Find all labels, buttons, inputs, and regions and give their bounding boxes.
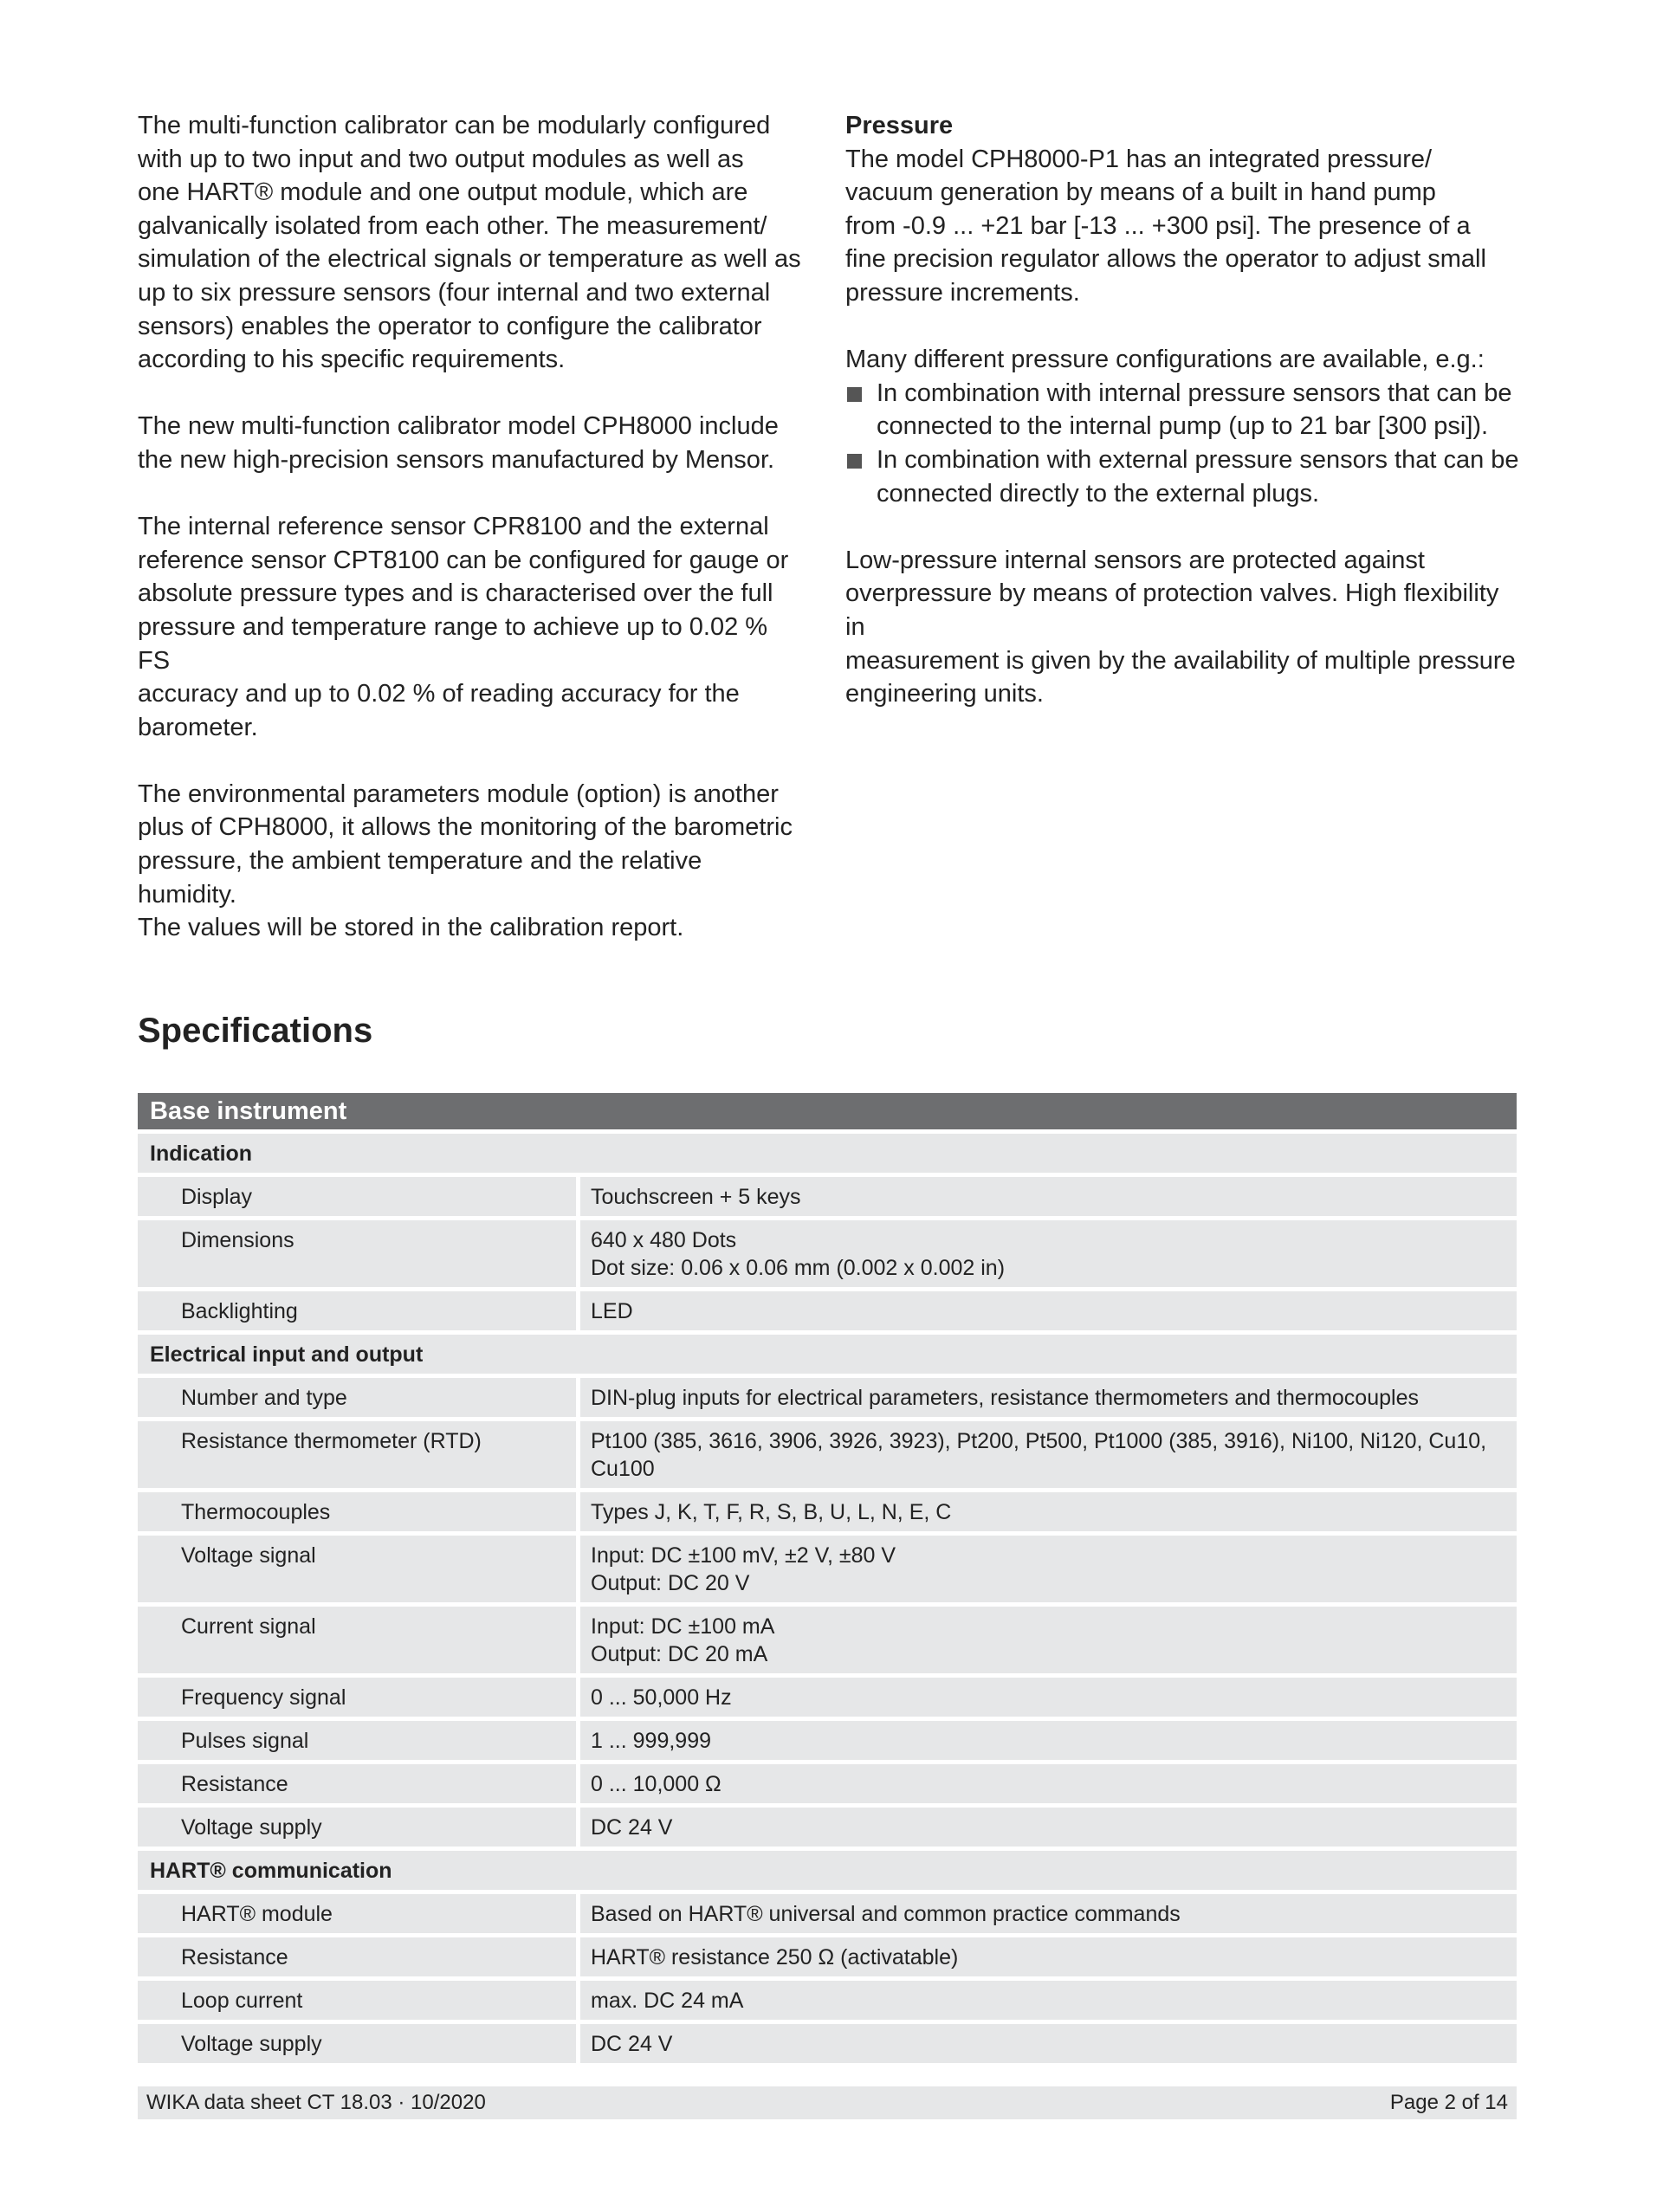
spec-value: 640 x 480 Dots Dot size: 0.06 x 0.06 mm (0.002 x 0.002 in): [580, 1220, 1517, 1291]
table-row: [138, 1764, 1517, 1808]
table-row: [138, 1378, 1517, 1421]
spec-value: HART® resistance 250 Ω (activatable): [580, 1937, 1517, 1981]
table-row: [138, 1937, 1517, 1981]
spec-label: Resistance thermometer (RTD): [138, 1421, 580, 1492]
spec-value: DC 24 V: [580, 1808, 1517, 1851]
spec-label: Resistance: [138, 1764, 580, 1808]
spec-value: LED: [580, 1291, 1517, 1335]
bullet-square-icon: [847, 387, 862, 402]
spec-label: Backlighting: [138, 1291, 580, 1335]
table-row: [138, 1721, 1517, 1764]
spec-label: Number and type: [138, 1378, 580, 1421]
table-row: [138, 1536, 1517, 1607]
spec-label: HART® module: [138, 1894, 580, 1937]
table-row: [138, 1177, 1517, 1220]
spec-value: 0 ... 50,000 Hz: [580, 1678, 1517, 1721]
reference-sensor-paragraph: The internal reference sensor CPR8100 and the external reference sensor CPT8100 can be configured for gauge or absolute pressure types and is characterised over the full pressure and temperature range to achieve up to 0.02 % FS accuracy and up to 0.02 % of reading accuracy for the barometer.: [138, 513, 789, 741]
spec-label: Voltage supply: [138, 2024, 580, 2067]
pressure-heading: Pressure: [845, 112, 954, 139]
right-column: [845, 109, 1521, 744]
specifications-table: [138, 1093, 1517, 2067]
spec-value: DC 24 V: [580, 2024, 1517, 2067]
pressure-paragraph: The model CPH8000-P1 has an integrated pressure/ vacuum generation by means of a built in hand pump from -0.9 ... +21 bar [-13 ... +300 psi]. The presence of a fine precision regulator allows the operator to adjust small pressure increments.: [845, 145, 1486, 307]
spec-value: Types J, K, T, F, R, S, B, U, L, N, E, C: [580, 1492, 1517, 1536]
table-row: [138, 1981, 1517, 2024]
table-row: [138, 2024, 1517, 2067]
spec-label: Resistance: [138, 1937, 580, 1981]
group-row: [138, 1851, 1517, 1894]
spec-value: Pt100 (385, 3616, 3906, 3926, 3923), Pt200, Pt500, Pt1000 (385, 3916), Ni100, Ni120, Cu10, Cu100: [580, 1421, 1517, 1492]
spec-label: Dimensions: [138, 1220, 580, 1291]
mensor-sensors-paragraph: The new multi-function calibrator model CPH8000 include the new high-precision sensors manufactured by Mensor.: [138, 412, 779, 474]
table-row: [138, 1291, 1517, 1335]
group-header: Indication: [138, 1134, 1517, 1177]
list-item: In combination with internal pressure sensors that can be connected to the internal pump (up to 21 bar [300 psi]).: [845, 377, 1521, 443]
group-header: Electrical input and output: [138, 1335, 1517, 1378]
group-header: HART® communication: [138, 1851, 1517, 1894]
spec-label: Frequency signal: [138, 1678, 580, 1721]
spec-value: Touchscreen + 5 keys: [580, 1177, 1517, 1220]
spec-value: max. DC 24 mA: [580, 1981, 1517, 2024]
specifications-title: Specifications: [138, 1012, 373, 1050]
spec-label: Loop current: [138, 1981, 580, 2024]
spec-value: Input: DC ±100 mA Output: DC 20 mA: [580, 1607, 1517, 1678]
spec-label: Current signal: [138, 1607, 580, 1678]
configurations-intro: Many different pressure configurations are available, e.g.:: [845, 346, 1485, 374]
spec-label: Voltage supply: [138, 1808, 580, 1851]
bullet-square-icon: [847, 454, 862, 469]
page-number: Page 2 of 14: [1389, 2091, 1508, 2114]
table-row: [138, 1607, 1517, 1678]
table-row: [138, 1421, 1517, 1492]
datasheet-reference: WIKA data sheet CT 18.03 · 10/2020: [146, 2091, 486, 2114]
spec-value: 0 ... 10,000 Ω: [580, 1764, 1517, 1808]
protection-valves-paragraph: Low-pressure internal sensors are protected against overpressure by means of protection valves. High flexibility in measurement is given by the availability of multiple pressure engineering units.: [845, 546, 1516, 708]
spec-value: DIN-plug inputs for electrical parameters, resistance thermometers and thermocouples: [580, 1378, 1517, 1421]
configurations-list: [845, 377, 1521, 510]
section-header-row: [138, 1093, 1517, 1134]
group-row: [138, 1335, 1517, 1378]
section-header: Base instrument: [138, 1093, 1517, 1134]
spec-value: 1 ... 999,999: [580, 1721, 1517, 1764]
page-footer: [138, 2086, 1517, 2119]
table-row: [138, 1678, 1517, 1721]
list-item: In combination with external pressure sensors that can be connected directly to the external plugs.: [845, 443, 1521, 510]
table-row: [138, 1492, 1517, 1536]
table-row: [138, 1894, 1517, 1937]
spec-label: Voltage signal: [138, 1536, 580, 1607]
spec-value: Input: DC ±100 mV, ±2 V, ±80 V Output: DC 20 V: [580, 1536, 1517, 1607]
spec-label: Pulses signal: [138, 1721, 580, 1764]
spec-value: Based on HART® universal and common practice commands: [580, 1894, 1517, 1937]
spec-label: Display: [138, 1177, 580, 1220]
left-column: [138, 109, 805, 978]
table-row: [138, 1808, 1517, 1851]
intro-paragraph: The multi-function calibrator can be modularly configured with up to two input and two output modules as well as one HART® module and one output module, which are galvanically isolated from each other. The measurement/ simulation of the electrical signals or temperature as well as up to six pressure sensors (four internal and two external sensors) enables the operator to configure the calibrator according to his specific requirements.: [138, 112, 801, 374]
table-row: [138, 1220, 1517, 1291]
group-row: [138, 1134, 1517, 1177]
spec-label: Thermocouples: [138, 1492, 580, 1536]
environmental-module-paragraph: The environmental parameters module (option) is another plus of CPH8000, it allows the monitoring of the barometric pressure, the ambient temperature and the relative humidity. The values will be stored in the calibration report.: [138, 779, 793, 942]
